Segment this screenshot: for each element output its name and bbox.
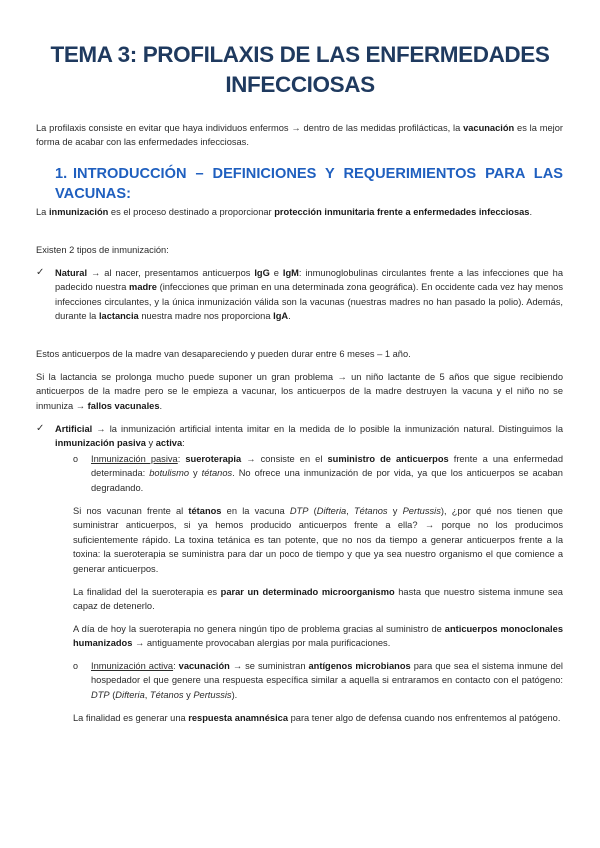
anamnestic-response-paragraph: La finalidad es generar una respuesta anamnésica para tener algo de defensa cuando nos enfrentemos al patógeno.	[73, 713, 561, 723]
monoclonal-antibodies-paragraph: A día de hoy la sueroterapia no genera ningún tipo de problema gracias al suministro de anticuerpos monoclonales humanizados → antiguamente provocaban alergias por mala purificaciones.	[73, 624, 563, 649]
page-title: TEMA 3: PROFILAXIS DE LAS ENFERMEDADES INFECCIOSAS	[50, 42, 550, 97]
natural-item: Natural → al nacer, presentamos anticuerpos IgG e IgM: inmunoglobulinas circulantes frente a las infecciones que ha padecido nuestra madre (infecciones que priman en una determinada zona geográfica). En occidente cada vez hay menos infecciones circulantes, y la única inmunización válida son la vacunas (nuestras madres no han pasado la polio). Además, durante la lactancia nuestra madre nos proporciona IgA.	[55, 268, 563, 322]
serotherapy-purpose-paragraph: La finalidad del la sueroterapia es parar un determinado microorganismo hasta que nuestro sistema inmune sea capaz de detenerlo.	[73, 587, 563, 612]
section-heading: 1. INTRODUCCIÓN – DEFINICIONES Y REQUERIMIENTOS PARA LAS VACUNAS:	[55, 166, 563, 202]
mother-antibodies-paragraph: Estos anticuerpos de la madre van desapareciendo y pueden durar entre 6 meses – 1 año.	[36, 349, 411, 359]
active-immunization-item: Inmunización activa: vacunación → se suministran antígenos microbianos para que sea el sistema inmune del hospedador el que genere una respuesta específica similar a aquella si entraramos en contacto con el patógeno: DTP (Difteria, Tétanos y Pertussis).	[91, 661, 563, 700]
immunization-definition: La inmunización es el proceso destinado a proporcionar protección inmunitaria frente a enfermedades infecciosas.	[36, 207, 533, 217]
artificial-item: Artificial → la inmunización artificial intenta imitar en la medida de lo posible la inmunización natural. Distinguimos la inmunización pasiva y activa:	[55, 424, 563, 449]
bullet-icon: o	[73, 661, 79, 671]
tetanus-paragraph: Si nos vacunan frente al tétanos en la vacuna DTP (Difteria, Tétanos y Pertussis), ¿por qué nos tienen que suministrar anticuerpos, si ya hemos producido anticuerpos frente a ella? → porque no los producimos suficientemente rápido. La toxina tetánica es tan potente, que no nos da tiempo a generar anticuerpos frente a la toxina: la sueroterapia se suministra para dar un poco de tiempo y que ya sea nuestro organismo el que comience a generar anticuerpos.	[73, 506, 563, 574]
passive-immunization-item: Inmunización pasiva: sueroterapia → consiste en el suministro de anticuerpos frente a una enfermedad determinada: botulismo y tétanos. No ofrece una inmunización de por vida, ya que los anticuerpos se acaban degradando.	[91, 454, 564, 493]
intro-paragraph: La profilaxis consiste en evitar que haya individuos enfermos → dentro de las medidas profilácticas, la vacunación es la mejor forma de acabar con las enfermedades infecciosas.	[36, 123, 563, 148]
bullet-icon: o	[73, 454, 79, 464]
check-icon: ✓	[36, 267, 45, 278]
check-icon: ✓	[36, 423, 45, 434]
types-intro: Existen 2 tipos de inmunización:	[36, 245, 169, 255]
lactation-paragraph: Si la lactancia se prolonga mucho puede suponer un gran problema → un niño lactante de 5 años que sigue recibiendo anticuerpos de la madre pero se le empieza a vacunar, los anticuerpos de la madre destruyen la vacuna y el niño no se inmuniza → fallos vacunales.	[36, 372, 563, 411]
